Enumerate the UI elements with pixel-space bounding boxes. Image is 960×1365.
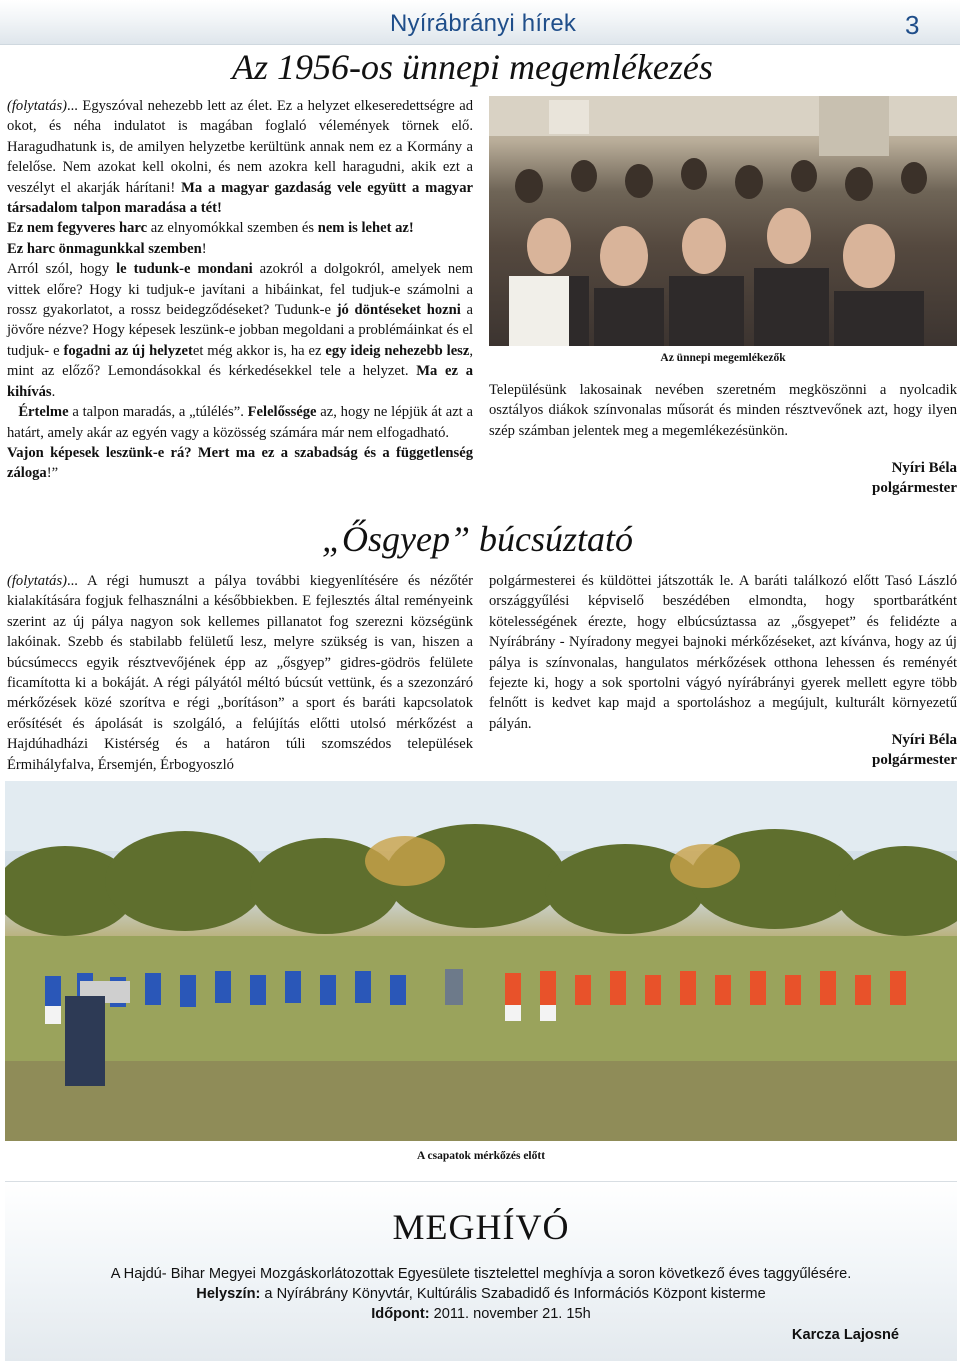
audience-photo-image — [489, 96, 957, 346]
article-osgyep-left-column — [7, 571, 473, 775]
signature-title: polgármester — [872, 752, 957, 768]
signature-1956 — [700, 458, 957, 498]
article-title-1956: Az 1956-os ünnepi megemlékezés — [232, 47, 713, 87]
paragraph: Ez nem fegyveres harc az elnyomókkal szemben és nem is lehet az! — [7, 220, 414, 237]
paragraph: polgármesterei és küldöttei játszották le. A baráti találkozó előtt Tasó László országgyűlési képviselő beszédében elmondta, hogy sportbarátként kötelességének érezte, hogy elbúcsúztassa az „ősgyepet” és felidézte a Nyírábrány - Nyíradony megyei bajnoki mérkőzéseket, azt kívánva, hogy az új pálya is színvonalas, hangulatos mérkőzések otthona lehessen és reményét fejezte ki, hogy a sok sportolni vágyó nyírábrányi gyerek mellett egyre több felnőtt is kedvet kap majd a sportoláshoz a megújult, kulturált környezetű pályán. — [489, 573, 957, 732]
signature-osgyep — [700, 730, 957, 770]
signature-name: Nyíri Béla — [891, 732, 957, 748]
invitation-signature: Karcza Lajosné — [791, 1327, 899, 1343]
article-1956-right-column — [489, 380, 957, 441]
paragraph: Értelme a talpon maradás, a „túlélés”. Felelőssége az, hogy ne lépjük át azt a határt, amely akár az egyén vagy a közösség számára már nem elfogadható. — [7, 404, 473, 441]
football-teams-photo — [5, 781, 957, 1141]
paragraph: Vajon képesek leszünk-e rá? Mert ma ez a szabadság és a függetlenség záloga!” — [7, 444, 473, 482]
paragraph: Településünk lakosainak nevében szeretném megköszönni a nyolcadik osztályos diákok színvonalas műsorát és minden résztvevőnek azt, hogy ilyen szép számban jelentek meg a megemlékezésünkön. — [489, 382, 957, 439]
article-title-osgyep: „Ősgyep” búcsúztató — [322, 519, 634, 559]
signature-name: Nyíri Béla — [891, 460, 957, 476]
paragraph: Arról szól, hogy le tudunk-e mondani azokról a dolgokról, amelyek nem vittek előre? Hogy ki tudjuk-e javítani a hibáinkat, fel tudjuk-e számolni a rossz gyakorlatot, a rossz beidegződéseket? Tudunk-e jó döntéseket hozni a jövőre nézve? Hogy képesek leszünk-e jobban megoldani a problémáinkat és el tudjuk- e fogadni az új helyzetet még akkor is, ha ez egy ideig nehezebb lesz, mint az előző? Lemondásokkal és kérkedésekkel tele a helyzet. Ma ez a kihívás. — [7, 261, 474, 400]
page-number: 3 — [905, 10, 920, 40]
signature-title: polgármester — [872, 480, 957, 496]
invitation-box — [5, 1181, 957, 1361]
paragraph: Ez harc önmagunkkal szemben! — [7, 240, 207, 257]
paragraph: (folytatás)... A régi humuszt a pálya további kiegyenlítésére és nézőtér kialakítására fogjuk felhasználni a későbbiekben. E fejlesztés által reményeink szerint az új pálya nagyon sok kellemes pillanatot fog szerezni községünk lakóinak. Szebb és stabilabb felületű lesz, melyre szükség is van, hiszen a búcsúmeccs egyik résztvevőjének épp az „ősgyep” gidres-gödrös felülete ficamította ki a bokáját. A régi pályától méltó búcsút vettünk, és a szezonzáró mérkőzések közé szorítva e régi „borításon” a sport és baráti kapcsolatok erősítését és ápolását is szolgáló, a felújítás előtti utolsó mérkőzést a Hajdúhadházi Kistérség és a határon túli szomszédos települések Érmihályfalva, Érsemjén, Érbogyoszló — [7, 573, 473, 773]
invitation-place: Helyszín: a Nyírábrány Könyvtár, Kultúrális Szabadidő és Információs Központ kisterme — [196, 1286, 766, 1302]
page-header — [0, 0, 960, 45]
photo-caption-1956: Az ünnepi megemlékezők — [660, 352, 786, 364]
article-osgyep-right-column — [489, 571, 957, 734]
newspaper-name: Nyírábrányi hírek — [390, 10, 577, 37]
photo-caption-teams: A csapatok mérkőzés előtt — [416, 1150, 546, 1162]
audience-photo — [489, 96, 957, 346]
article-1956-left-column — [7, 96, 473, 484]
football-teams-photo-image — [5, 781, 957, 1141]
paragraph: (folytatás)... Egyszóval nehezebb lett az élet. Ez a helyzet elkeseredettségre ad okot, és néha indulatot is magában foglaló vélemények törnek elő. Haragudhatunk is, de amilyen helyzetbe kerültünk annak nem ez a Kormány a felelőse. Nem azokat kell okolni, és nem azokra kell haragudni, akik ezt a veszélyt el akarják hárítani! Ma a magyar gazdaság vele együtt a magyar társadalom talpon maradása a tét! — [7, 98, 473, 217]
invitation-time: Időpont: 2011. november 21. 15h — [371, 1306, 591, 1322]
invitation-text: A Hajdú- Bihar Megyei Mozgáskorlátozottak Egyesülete tisztelettel meghívja a soron következő éves taggyűlésére. — [110, 1266, 852, 1282]
invitation-title: MEGHÍVÓ — [392, 1207, 570, 1247]
